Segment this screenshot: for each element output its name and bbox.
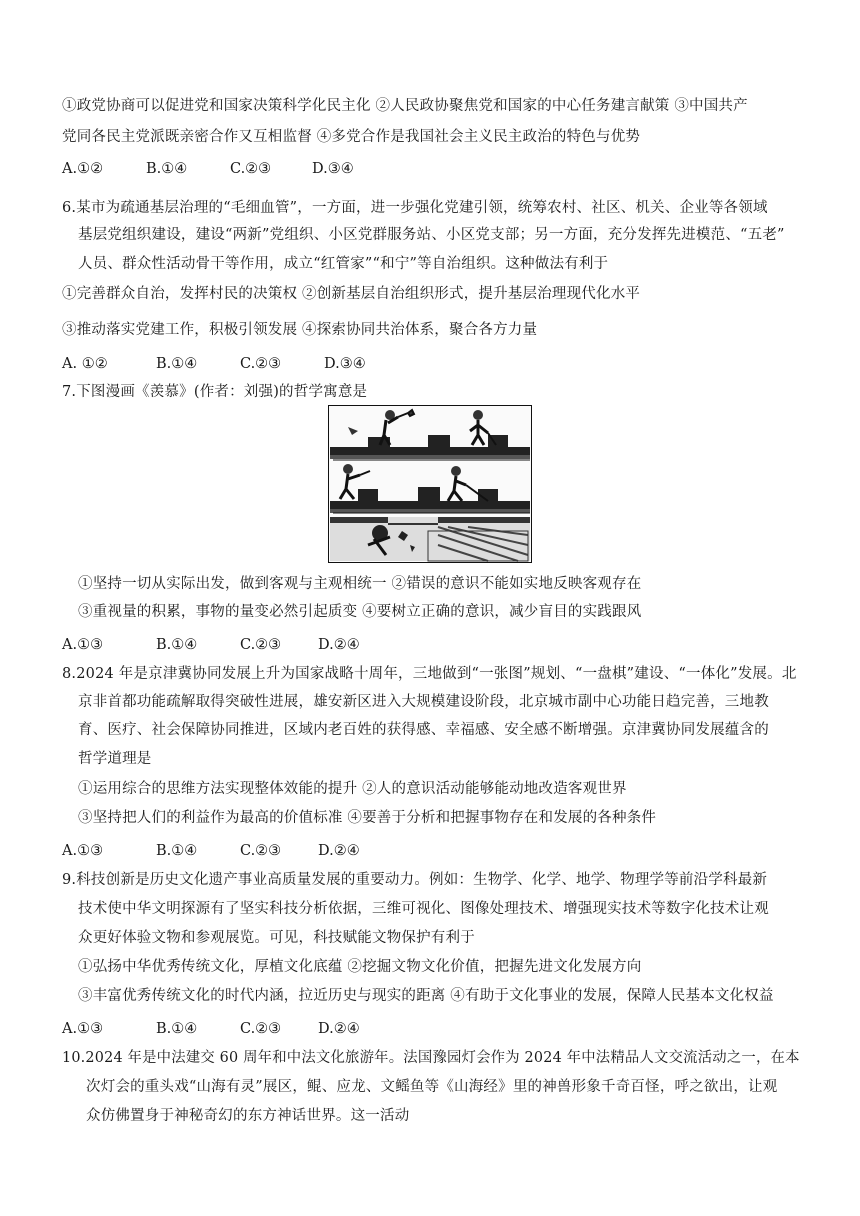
q6-options	[62, 354, 366, 374]
q10-stem-line-2: 次灯会的重头戏“山海有灵”展区，鲲、应龙、文鳐鱼等《山海经》里的神兽形象千奇百怪，呼之欲出，让观	[86, 1079, 778, 1095]
q8-stem-line-4: 哲学道理是	[78, 751, 152, 767]
q8-stem-line-1: 8.2024 年是京津冀协同发展上升为国家战略十周年，三地做到“一张图”规划、“一盘棋”建设、“一体化”发展。北	[62, 666, 797, 682]
q5-stem-line-2: 党同各民主党派既亲密合作又互相监督 ④多党合作是我国社会主义民主政治的特色与优势	[62, 129, 641, 145]
comic-panel-3	[330, 517, 530, 561]
q6-choice-line-2: ③推动落实党建工作，积极引领发展 ④探索协同共治体系，聚合各方力量	[62, 322, 538, 338]
q8-options	[62, 841, 360, 861]
q9-option-d: D.②④	[318, 1021, 360, 1037]
q5-stem-line-1: ①政党协商可以促进党和国家决策科学化民主化 ②人民政协聚焦党和国家的中心任务建言献策 ③中国共产	[62, 98, 748, 114]
q6-option-a: A. ①②	[62, 356, 108, 372]
q9-choice-line-1: ①弘扬中华优秀传统文化，厚植文化底蕴 ②挖掘文物文化价值，把握先进文化发展方向	[78, 959, 642, 975]
q5-option-a: A.①②	[62, 161, 104, 177]
q6-option-d: D.③④	[324, 356, 366, 372]
q7-choice-line-2: ③重视量的积累，事物的量变必然引起质变 ④要树立正确的意识，减少盲目的实践跟风	[78, 604, 642, 620]
q9-option-b: B.①④	[156, 1021, 198, 1037]
q9-stem-line-2: 技术使中华文明探源有了坚实科技分析依据，三维可视化、图像处理技术、增强现实技术等数字化技术让观	[78, 901, 769, 917]
q7-option-b: B.①④	[156, 637, 198, 653]
q9-stem-line-1: 9.科技创新是历史文化遗产事业高质量发展的重要动力。例如：生物学、化学、地学、物理学等前沿学科最新	[62, 872, 768, 888]
q5-option-c: C.②③	[230, 161, 272, 177]
q8-choice-line-2: ③坚持把人们的利益作为最高的价值标准 ④要善于分析和把握事物存在和发展的各种条件	[78, 810, 657, 826]
q8-stem-line-3: 育、医疗、社会保障协同推进，区域内老百姓的获得感、幸福感、安全感不断增强。京津冀协同发展蕴含的	[78, 722, 769, 738]
q7-option-d: D.②④	[318, 637, 360, 653]
q6-choice-line-1: ①完善群众自治，发挥村民的决策权 ②创新基层自治组织形式，提升基层治理现代化水平	[62, 286, 641, 302]
q9-option-a: A.①③	[62, 1021, 104, 1037]
q7-option-a: A.①③	[62, 637, 104, 653]
q8-choice-line-1: ①运用综合的思维方法实现整体效能的提升 ②人的意识活动能够能动地改造客观世界	[78, 781, 627, 797]
q8-option-c: C.②③	[240, 843, 282, 859]
q10-stem-line-1: 10.2024 年是中法建交 60 周年和中法文化旅游年。法国豫园灯会作为 2024 年中法精品人文交流活动之一，在本	[62, 1050, 800, 1066]
q9-choice-line-2: ③丰富优秀传统文化的时代内涵，拉近历史与现实的距离 ④有助于文化事业的发展，保障人民基本文化权益	[78, 988, 774, 1004]
q8-option-b: B.①④	[156, 843, 198, 859]
q8-option-d: D.②④	[318, 843, 360, 859]
q7-option-c: C.②③	[240, 637, 282, 653]
q5-option-d: D.③④	[312, 161, 354, 177]
q6-option-c: C.②③	[240, 356, 282, 372]
q6-stem-line-3: 人员、群众性活动骨干等作用，成立“红管家”“和宁”等自治组织。这种做法有利于	[78, 256, 609, 272]
comic-illustration	[328, 405, 532, 563]
q6-stem-line-2: 基层党组织建设，建设“两新”党组织、小区党群服务站、小区党支部；另一方面，充分发挥先进模范、“五老”	[78, 227, 785, 243]
q7-options	[62, 635, 360, 655]
q8-stem-line-2: 京非首都功能疏解取得突破性进展，雄安新区进入大规模建设阶段，北京城市副中心功能日趋完善，三地教	[78, 694, 769, 710]
q9-options	[62, 1019, 360, 1039]
q9-option-c: C.②③	[240, 1021, 282, 1037]
q5-options	[62, 159, 354, 179]
q8-option-a: A.①③	[62, 843, 104, 859]
q9-stem-line-3: 众更好体验文物和参观展览。可见，科技赋能文物保护有利于	[78, 930, 475, 946]
q7-choice-line-1: ①坚持一切从实际出发，做到客观与主观相统一 ②错误的意识不能如实地反映客观存在	[78, 576, 642, 592]
q7-stem-line-1: 7.下图漫画《羡慕》(作者：刘强)的哲学寓意是	[62, 384, 368, 400]
q5-option-b: B.①④	[146, 161, 188, 177]
q6-option-b: B.①④	[156, 356, 198, 372]
q6-stem-line-1: 6.某市为疏通基层治理的“毛细血管”，一方面，进一步强化党建引领，统筹农村、社区、机关、企业等各领域	[62, 200, 768, 216]
q10-stem-line-3: 众仿佛置身于神秘奇幻的东方神话世界。这一活动	[86, 1108, 410, 1124]
